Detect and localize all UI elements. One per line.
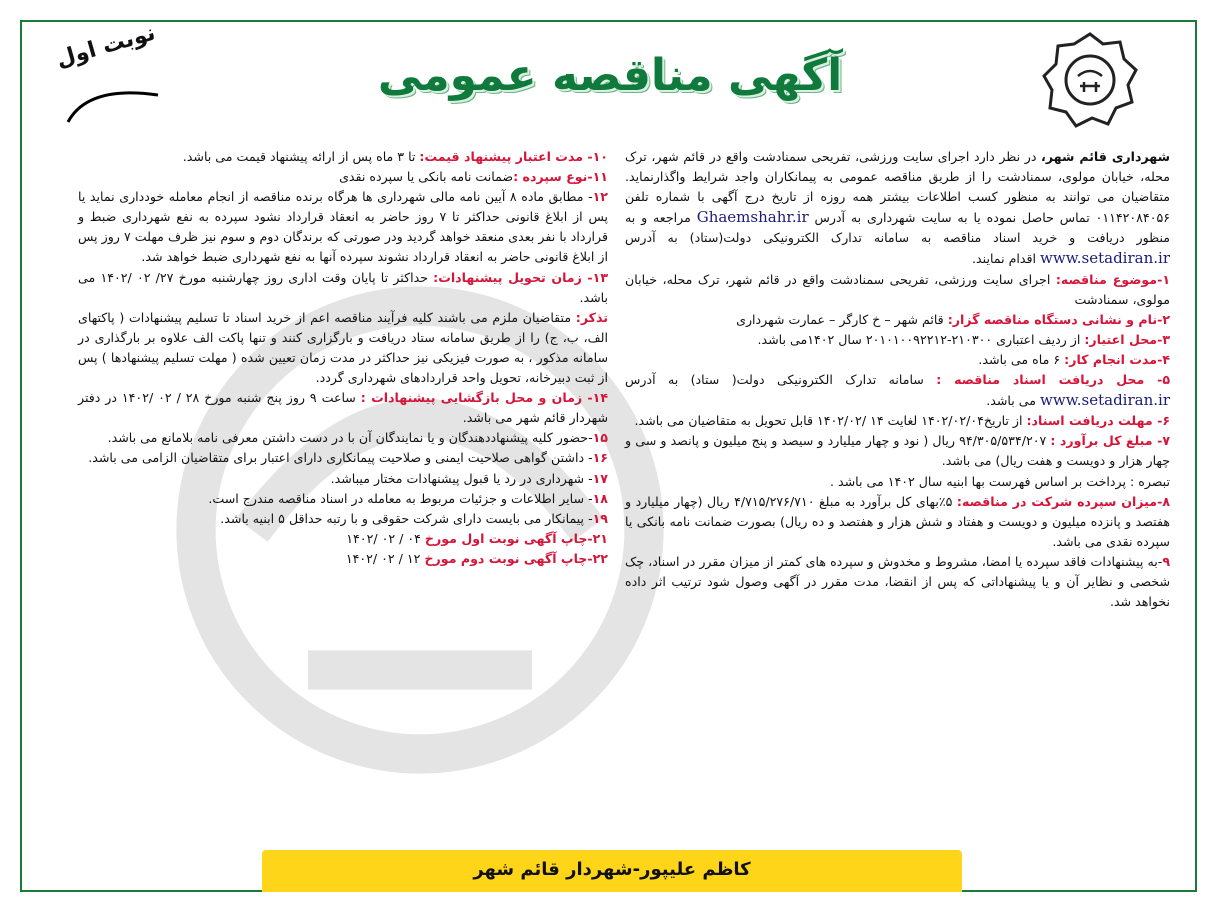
intro-text-2: مراجعه و به منظور دریافت و خرید اسناد مناقصه به سامانه تدارک الکترونیکی دولت(ستاد) به آدرس (625, 210, 1170, 246)
left-column (78, 147, 608, 569)
turn-stamp-label: نوبت اول (53, 20, 159, 73)
item-label: ۲-نام و نشانی دستگاه مناقصه گزار: (947, 311, 1170, 327)
list-item (625, 431, 1170, 471)
item-text: تا ۳ ماه پس از ارائه پیشنهاد قیمت می باشد. (182, 149, 420, 164)
item-label: ۱۴- زمان و محل بازگشایی پیشنهادات : (360, 390, 609, 406)
item-label: ۴-مدت انجام کار: (1064, 351, 1170, 367)
list-item (625, 350, 1170, 370)
intro-org: شهرداری قائم شهر، (1041, 149, 1170, 164)
item-label: ۷- مبلغ کل برآورد : (1050, 433, 1171, 449)
list-item (78, 268, 608, 308)
list-item (625, 370, 1170, 411)
item-label: ۹ (1162, 553, 1170, 569)
item-label: ۱۲ (592, 189, 608, 205)
item-text: تبصره : پرداخت بر اساس فهرست بها ابنیه سال ۱۴۰۲ می باشد . (829, 473, 1170, 489)
item-text: قائم شهر – خ کارگر – عمارت شهرداری (736, 311, 948, 327)
list-item (78, 529, 608, 549)
list-item (625, 472, 1170, 492)
item-text: -حضور کلیه پیشنهاددهندگان و یا نمایندگان آن با در دست داشتن معرفی نامه بلامانع می باشد. (107, 430, 593, 446)
list-item (78, 448, 608, 468)
item-label: ۱۸ (592, 490, 608, 506)
site-link-setadiran[interactable]: www.setadiran.ir (1040, 249, 1170, 268)
list-item (625, 270, 1170, 310)
list-item (78, 167, 608, 187)
item-label: تذکر: (575, 309, 608, 325)
list-item (78, 428, 608, 448)
list-item (625, 411, 1170, 431)
municipality-logo-icon (1040, 30, 1140, 130)
item-label: ۱۹ (592, 510, 608, 526)
item-text: از تاریخ۱۴۰۲/۰۲/۰۴ لغایت ۱۴ /۱۴۰۲/۰۲ قابل تحویل به متقاضیان می باشد. (634, 413, 1027, 429)
item-text: حداکثر تا پایان وقت اداری روز چهارشنبه مورخ ۲۷/ ۰۲ /۱۴۰۲ می باشد. (78, 269, 608, 305)
list-item (78, 489, 608, 509)
intro-text-3: اقدام نمایند. (972, 251, 1041, 267)
item-label: ۱-موضوع مناقصه: (1055, 271, 1170, 287)
item-text: ۵٪بهای کل برآورد به مبلغ ۴/۷۱۵/۲۷۶/۷۱۰ ریال (چهار میلیارد و هفتصد و پانزده میلیون و دویست و هفتاد و شش هزار و هفتصد و ده ریال) بصورت ضمانت نامه بانکی یا سپرده نقدی می باشد. (625, 493, 1170, 549)
list-item (78, 187, 608, 267)
item-text: اجرای سایت ورزشی، تفریحی سمنادشت واقع در قائم شهر، ترک محله، خیابان مولوی، سمنادشت (625, 271, 1170, 307)
item-label: ۱۳- زمان تحویل پیشنهادات: (433, 269, 609, 285)
item-text: ۱۲ / ۰۲ /۱۴۰۲ (345, 550, 425, 566)
item-label: ۱۵ (592, 430, 608, 446)
item-label: ۵- محل دریافت اسناد مناقصه : (936, 372, 1171, 388)
list-item (78, 469, 608, 489)
item-label: ۱۰- مدت اعتبار پیشنهاد قیمت: (419, 149, 608, 164)
site-link-setadiran-2[interactable]: www.setadiran.ir (1040, 391, 1170, 410)
page-title: آگهی مناقصه عمومی (377, 50, 843, 101)
signature-banner: کاظم علیپور-شهردار قائم شهر (262, 850, 962, 892)
list-item (625, 492, 1170, 552)
list-item (625, 552, 1170, 612)
item-text: ۹۴/۳۰۵/۵۳۴/۲۰۷ ریال ( نود و چهار میلیارد و سیصد و پنج میلیون و پانصد و سی و چهار هزار و دویست و هفت ریال) می باشد. (625, 433, 1170, 469)
item-text: -به پیشنهادات فاقد سپرده یا امضا، مشروط و مخدوش و سپرده های کمتر از میزان مقرر در اسناد، چک شخصی و نظایر آن و یا پیشنهاداتی که پس از انقضا، مدت مقرر در آگهی وصول شود ترتیب اثر داده نخواهد شد. (625, 553, 1170, 610)
item-label: ۲۲-چاپ آگهی نوبت دوم مورخ (424, 550, 608, 566)
list-item (625, 310, 1170, 330)
site-link-ghaemshahr[interactable]: Ghaemshahr.ir (696, 208, 809, 227)
item-text: - پیمانکار می بایست دارای شرکت حقوقی و با رتبه حداقل ۵ ابنیه باشد. (220, 510, 593, 526)
item-text: ۶ ماه می باشد. (978, 351, 1065, 367)
item-label: ۱۷ (592, 470, 608, 486)
item-text: - شهرداری در رد یا قبول پیشنهادات مختار میباشد. (330, 470, 593, 486)
item-text: ضمانت نامه بانکی یا سپرده نقدی (339, 169, 514, 185)
intro-paragraph (625, 147, 1170, 270)
list-item (625, 330, 1170, 350)
list-item (78, 549, 608, 569)
item-text: - مطابق ماده ۸ آیین نامه مالی شهرداری ها هرگاه برنده مناقصه از انجام معامله خودداری نماید یا پس از ابلاغ قانونی حداکثر تا ۷ روز حاضر به انعقاد قرارداد نشود سپرده به نفع شهرداری ضبط و قرارداد با نفر بعدی منعقد خواهد گردید ودر صورتی که برندگان دوم و سوم نیز ظرف مهلت ۷ روز پس از ابلاغ قانونی حاضر به انعقاد قرارداد نشوند سپرده آنها به نفع شهرداری ضبط خواهد شد. (78, 189, 609, 265)
item-label: ۲۱-چاپ آگهی نوبت اول مورخ (424, 530, 608, 546)
item-label: ۶- مهلت دریافت اسناد: (1026, 413, 1170, 429)
item-text: از ردیف اعتباری ۲۱۰۳۰۰-۲۰۱۰۱۰۰۹۲۲۱۲ سال ۱۴۰۲می باشد. (757, 331, 1085, 347)
item-text: سامانه تدارک الکترونیکی دولت( ستاد) به آدرس (625, 372, 937, 388)
item-text-after: می باشد. (986, 393, 1041, 409)
list-item (78, 388, 608, 428)
list-item (78, 509, 608, 529)
item-text: متقاضیان ملزم می باشند کلیه فرآیند مناقصه اعم از خرید اسناد تا تسلیم پیشنهادات ( پاکتهای الف، ب، ج) را از طریق سامانه ستاد دریافت و بارگزاری کنند و تنها پاکت الف علاوه بر بارگذاری در سامانه مذکور ، به صورت فیزیکی نیز حداکثر در مدت زمان تعیین شده ( مهلت تسلیم پیشنهادها ) پس از ثبت دبیرخانه، تحویل واحد قراردادهای شهرداری گردد. (78, 309, 608, 386)
item-label: ۸-میزان سپرده شرکت در مناقصه: (956, 493, 1170, 509)
right-column (625, 147, 1170, 612)
list-item (78, 147, 608, 167)
item-text: - سایر اطلاعات و جزئیات مربوط به معامله در اسناد مناقصه مندرج است. (208, 490, 593, 506)
item-label: ۳-محل اعتبار: (1084, 331, 1170, 347)
item-text: ۰۴ / ۰۲ /۱۴۰۲ (346, 530, 425, 546)
intro-text-1: در نظر دارد اجرای سایت ورزشی، تفریحی سمنادشت واقع در قائم شهر، ترک محله، خیابان مولوی، سمنادشت را از طریق مناقصه عمومی به پیمانکاران واجد شرایط واگذارنماید. متقاضیان می توانند به منظور کسب اطلاعات بیشتر همه روزه از تاریخ درج آگهی با شماره تلفن ۰۱۱۴۲۰۸۴۰۵۶ تماس حاصل نموده یا به سایت شهرداری به آدرس (625, 149, 1170, 226)
list-item (78, 308, 608, 388)
item-label: ۱۱-نوع سپرده : (513, 169, 608, 185)
item-label: ۱۶ (592, 450, 608, 466)
item-text: - داشتن گواهی صلاحیت ایمنی و صلاحیت پیمانکاری دارای اعتبار برای متقاضیان الزامی می باشد. (88, 450, 593, 466)
item-text: ساعت ۹ روز پنج شنبه مورخ ۲۸ / ۰۲ /۱۴۰۲ در دفتر شهردار قائم شهر می باشد. (78, 390, 608, 426)
